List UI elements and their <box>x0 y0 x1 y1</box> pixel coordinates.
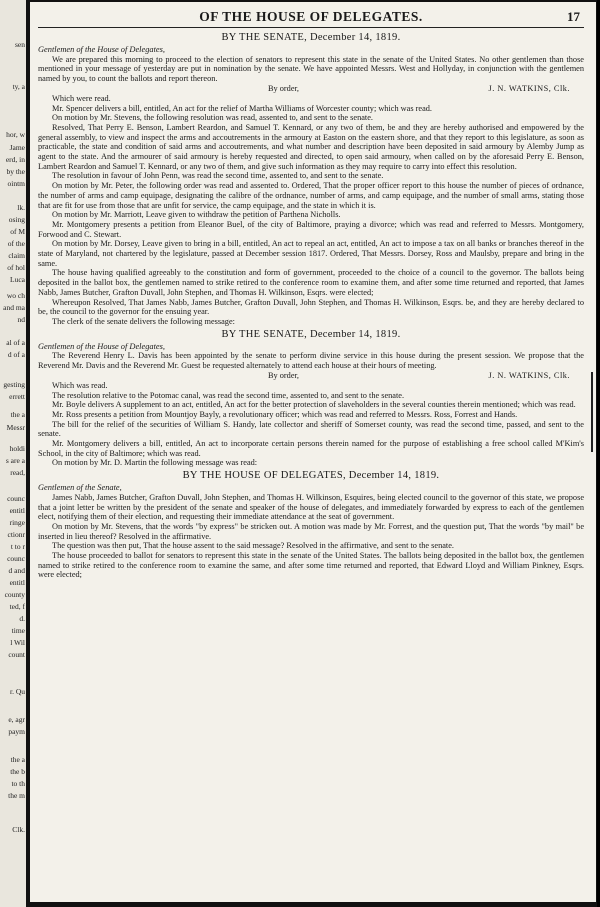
clerk-signature: J. N. WATKINS, Clk. <box>488 370 570 380</box>
fragment-text: entitl <box>9 578 25 587</box>
margin-mark <box>591 372 593 452</box>
fragment-text: l Wil <box>10 638 25 647</box>
paragraph: James Nabb, James Butcher, Grafton Duvall, John Stephen, and Thomas H. Wilkinson, Esquires, being elected council to the governor of this state, we propose that a joint letter be written by the president of the senate and speaker of the house of delegates, and immediately forwarded by express to each of the gentlemen elect, notifying them of their election, and requesting their immediate attendance at the seat of government. <box>38 492 584 522</box>
by-order-text: By order, <box>268 370 300 380</box>
paragraph: Mr. Montgomery delivers a bill, entitled, An act to incorporate certain persons therein named for the purpose of establishing a free school called M'Kim's School, in the city of Baltimore; which was read. <box>38 439 584 458</box>
paragraph: Resolved, That Perry E. Benson, Lambert Reardon, and Samuel T. Kennard, or any two of them, be and they are hereby authorised and empowered by the general assembly, to view and inspect the arms and accoutrements in the armoury at Easton on the eastern shore, and that they report to this legislature, as soon as practicable, the state and condition of said arms and accoutrements, and what number and description have been deposited in said armoury by Alemby Jump as agent to the state. And the armourer of said armoury is hereby requested and directed, to open said armoury, when called on by the aforesaid Perry E. Benson, Lambert Reardon and Samuel T. Kennard, or any two of them, and give such information as they may require to carry into effect this resolution. <box>38 122 584 171</box>
paragraph: The question was then put, That the house assent to the said message? Resolved in the affirmative, and sent to the senate. <box>52 541 454 551</box>
running-head: OF THE HOUSE OF DELEGATES. <box>199 9 423 24</box>
paragraph: On motion by Mr. Dorsey, Leave given to bring in a bill, entitled, An act to repeal an act, entitled, An act to impose a tax on all banks or branches thereof in the state of Maryland, not chartered by the legislature, passed at December session 1817. Ordered, That Messrs. Dorsey, Ross and Maulsby, prepare and bring in the same. <box>38 239 584 268</box>
paragraph: Whereupon Resolved, That James Nabb, James Butcher, Grafton Duvall, John Stephen, and Thomas H. Wilkinson, Esqrs. be, and they are hereby declared to be, the council to the governor for the ensuing year. <box>38 297 584 317</box>
fragment-text: ctionr <box>7 530 25 539</box>
signature-line <box>38 84 584 94</box>
fragment-text: Messr <box>6 423 25 432</box>
fragment-text: d. <box>19 614 25 623</box>
dateline: BY THE SENATE, December 14, 1819. <box>221 328 401 340</box>
journal-body <box>38 32 584 580</box>
fragment-text: ty, a <box>12 82 25 91</box>
fragment-text: erd, in <box>5 155 25 164</box>
fragment-text: of the <box>7 239 25 248</box>
header-rule <box>38 27 584 28</box>
paragraph: On motion by Mr. Stevens, that the words "by express" be stricken out. A motion was made by Mr. Forrest, and the question put, That the words "by mail" be inserted in lieu thereof? Resolved in the affirmative. <box>38 521 584 541</box>
fragment-text: ted, f <box>9 602 25 611</box>
fragment-text: nd <box>17 315 25 324</box>
by-order-text: By order, <box>268 83 300 93</box>
signature-line <box>38 371 584 381</box>
page-header <box>38 6 584 26</box>
fragment-text: t to r <box>10 542 25 551</box>
fragment-text: Luca <box>10 275 25 284</box>
fragment-text: holdi <box>9 444 25 453</box>
fragment-text: claim <box>8 251 25 260</box>
fragment-text: Clk. <box>12 825 25 834</box>
fragment-text: Jame <box>9 143 25 152</box>
paragraph: The house proceeded to ballot for senators to represent this state in the senate of the United States. The ballots being deposited in the ballot box, the gentlemen named to strike retired to the conference room to examine the same, and after some time returned and reported, that Edward Lloyd and William Pinkney, Esqrs. were elected; <box>38 551 584 580</box>
fragment-text: s are a <box>5 456 25 465</box>
paragraph: Which was read. <box>52 380 108 390</box>
fragment-text: of hol <box>7 263 25 272</box>
fragment-text: and ma <box>3 303 25 312</box>
paragraph: Mr. Montgomery presents a petition from Eleanor Buel, of the city of Baltimore, praying a divorce; which was read and referred to Messrs. Montgomery, Forwood and C. Stewart. <box>38 219 584 239</box>
fragment-text: entitl <box>9 506 25 515</box>
paragraph: The Reverend Henry L. Davis has been appointed by the senate to perform divine service in this house during the present session. We propose that the Reverend Mr. Davis and the Reverend Mr. Guest be requested alternately to attend each house at their hours of meeting. <box>38 351 584 371</box>
paragraph: On motion by Mr. D. Martin the following message was read: <box>52 458 258 468</box>
fragment-text: the a <box>10 410 25 419</box>
fragment-text: al of a <box>6 338 25 347</box>
fragment-text: counc <box>7 554 25 563</box>
paragraph: Which were read. <box>52 93 111 103</box>
fragment-text: ringe <box>9 518 25 527</box>
fragment-text: r. Qu <box>10 687 25 696</box>
fragment-text: the a <box>10 755 25 764</box>
fragment-text: e, agr <box>8 715 25 724</box>
dateline: BY THE HOUSE OF DELEGATES, December 14, 1819. <box>182 470 440 482</box>
paragraph: The house having qualified agreeably to the constitution and form of government, proceeded to the choice of a council to the governor. The ballots being deposited in the ballot box, the gentlemen named to strike retired to the conference room to examine them, and after some time returned and reported, that James Nabb, James Butcher, Grafton Duvall, John Stephen, and Thomas H. Wilkinson, Esqrs. were elected; <box>38 268 584 297</box>
fragment-text: wo ch <box>6 291 25 300</box>
fragment-text: d of a <box>7 350 25 359</box>
paragraph: Mr. Ross presents a petition from Mountjoy Bayly, a revolutionary officer; which was read and referred to Messrs. Ross, Forrest and Hands. <box>52 409 518 419</box>
adjacent-page-fragment <box>0 0 26 907</box>
paragraph: The resolution in favour of John Penn, was read the second time, assented to, and sent to the senate. <box>52 171 384 181</box>
fragment-text: errett <box>9 392 25 401</box>
paragraph: Mr. Boyle delivers A supplement to an act, entitled, An act for the better protection of slaveholders in the several counties therein mentioned; which was read. <box>52 400 576 410</box>
paragraph: The bill for the relief of the securities of William S. Handy, late collector and sheriff of Somerset county, was read the second time, passed, and sent to the senate. <box>38 419 584 439</box>
fragment-text: d and <box>8 566 25 575</box>
dateline: BY THE SENATE, December 14, 1819. <box>221 32 401 43</box>
fragment-text: by the <box>6 167 25 176</box>
paragraph: On motion by Mr. Stevens, the following resolution was read, assented to, and sent to the senate. <box>52 113 373 123</box>
fragment-text: the m <box>8 791 25 800</box>
fragment-text: paym <box>8 727 25 736</box>
paragraph: Mr. Spencer delivers a bill, entitled, An act for the relief of Martha Williams of Worcester county; which was read. <box>52 103 432 113</box>
salutation: Gentlemen of the House of Delegates, <box>38 45 165 54</box>
fragment-text: county <box>4 590 25 599</box>
fragment-text: to th <box>11 779 25 788</box>
fragment-text: of M <box>10 227 25 236</box>
page-number: 17 <box>567 9 580 24</box>
fragment-text: counc <box>7 494 25 503</box>
salutation: Gentlemen of the House of Delegates, <box>38 341 165 351</box>
fragment-text: sen <box>15 40 25 49</box>
fragment-text: ointm <box>7 179 25 188</box>
fragment-text: lk. <box>17 203 25 212</box>
fragment-text: gesting <box>3 380 25 389</box>
clerk-signature: J. N. WATKINS, Clk. <box>488 83 570 93</box>
fragment-text: read, <box>10 468 25 477</box>
fragment-text: hor, w <box>6 130 25 139</box>
fragment-text: osing <box>8 215 25 224</box>
paragraph: On motion by Mr. Peter, the following order was read and assented to. Ordered, That the proper officer report to this house the number of pieces of ordnance, the number of arms and camp equipage, designating the calibre of the ordnance, number of arms, and camp equipage, and the number of small arms, stating those that are fit for use from those that are unfit for service, the camp equipage, and the state in which it is. <box>38 181 584 210</box>
document-page <box>30 2 596 902</box>
salutation: Gentlemen of the Senate, <box>38 483 122 493</box>
fragment-text: time <box>11 626 25 635</box>
paragraph: On motion by Mr. Marriott, Leave given to withdraw the petition of Parthena Nicholls. <box>52 210 341 220</box>
paragraph: We are prepared this morning to proceed to the election of senators to represent this state in the senate of the United States. No other gentlemen than those mentioned in your message of yesterday are put in nomination by the senate. We have appointed Messrs. West and Hollyday, in conjunction with the gentlemen named by you, to count the ballots and report thereon. <box>38 54 584 84</box>
paragraph: The resolution relative to the Potomac canal, was read the second time, assented to, and sent to the senate. <box>52 390 405 400</box>
paragraph: The clerk of the senate delivers the following message: <box>52 316 235 326</box>
fragment-text: count <box>8 650 25 659</box>
fragment-text: the b <box>10 767 25 776</box>
